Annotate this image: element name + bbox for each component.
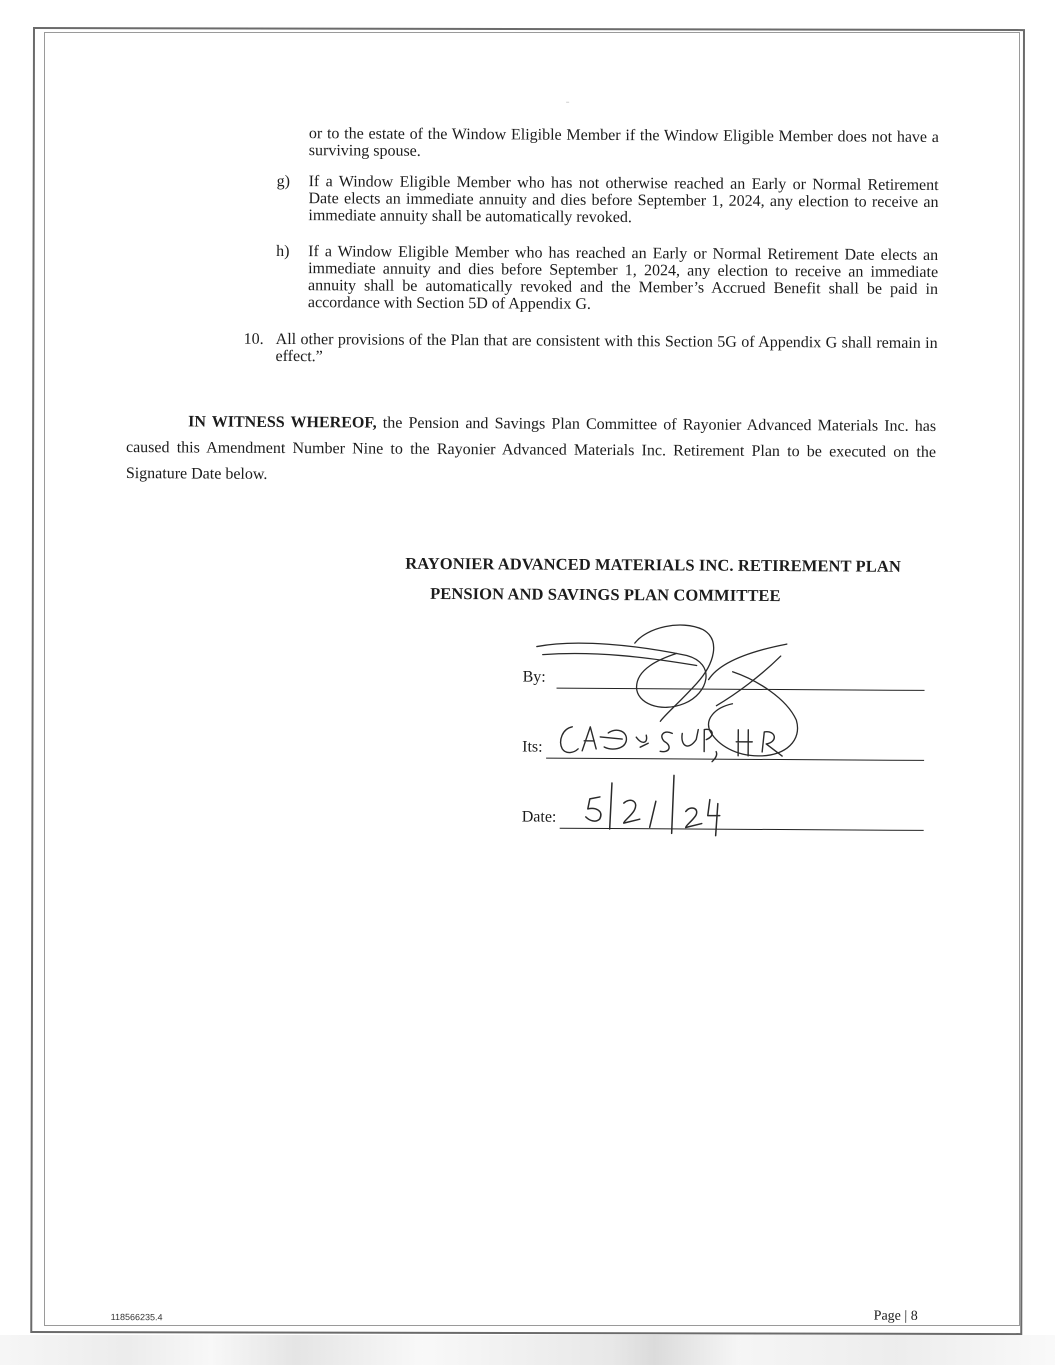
list-item-g (276, 172, 939, 227)
witness-paragraph (126, 409, 936, 492)
date-underline (560, 828, 924, 831)
list-item-10 (243, 330, 938, 366)
list-item-label: 10. (243, 330, 264, 348)
signature-line-date (522, 802, 924, 830)
continuation-paragraph: or to the estate of the Window Eligible Member if the Window Eligible Member does not have a surviving spouse. (308, 125, 939, 160)
list-item-text: All other provisions of the Plan that are consistent with this Section 5G of Appendix G shall remain in effect.” (275, 330, 938, 366)
witness-text: the Pension and Savings Plan Committee of Rayonier Advanced Materials Inc. has caused this Amendment Number Nine to the Rayonier Advanced Materials Inc. Retirement Plan to be executed on the Signature Date below. (125, 414, 937, 483)
list-item-text: If a Window Eligible Member who has reached an Early or Normal Retirement Date elects an immediate annuity and dies before September 1, 2024, any election to receive an immediate annuity shall be automatically revoked and the Member’s Accrued Benefit shall be paid in accordance with Section 5D of Appendix G. (307, 243, 939, 313)
signature-heading-committee: PENSION AND SAVINGS PLAN COMMITTEE (430, 583, 781, 606)
list-item-label: h) (276, 242, 290, 261)
document-id: 118566235.4 (110, 1311, 163, 1323)
scan-speck (566, 102, 569, 103)
list-item-h (276, 242, 939, 313)
signature-heading-plan: RAYONIER ADVANCED MATERIALS INC. RETIREMENT PLAN (405, 553, 901, 576)
page-number: Page | 8 (873, 1308, 918, 1324)
signature-line-its (522, 732, 924, 760)
date-label: Date: (521, 808, 557, 826)
list-item-text: If a Window Eligible Member who has not otherwise reached an Early or Normal Retirement Date elects an immediate annuity and dies before September 1, 2024, any election to receive an immediate annuity shall be automatically revoked. (308, 173, 939, 227)
signature-line-by (523, 662, 925, 690)
by-label: By: (522, 668, 546, 686)
its-label: Its: (522, 738, 543, 756)
its-underline (546, 758, 924, 761)
witness-lead: IN WITNESS WHEREOF, (188, 413, 377, 432)
list-item-label: g) (276, 172, 291, 191)
by-underline (557, 688, 925, 691)
